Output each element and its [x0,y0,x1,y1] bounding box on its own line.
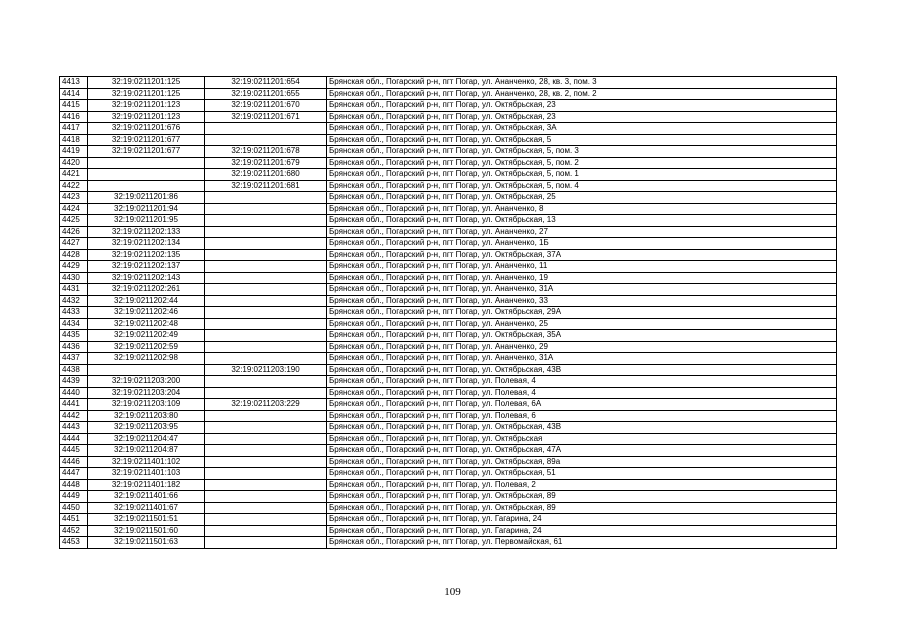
cadastral-number-cell: 32:19:0211501:51 [88,514,205,526]
address-cell: Брянская обл., Погарский р-н, пгт Погар, ул. Октябрьская, 51 [327,468,837,480]
address-cell: Брянская обл., Погарский р-н, пгт Погар, ул. Октябрьская, 5 [327,134,837,146]
cadastral-number-cell: 32:19:0211203:80 [88,410,205,422]
row-number-cell: 4427 [60,238,88,250]
row-number-cell: 4449 [60,491,88,503]
linked-cadastral-number-cell [205,192,327,204]
cadastral-number-cell: 32:19:0211204:87 [88,445,205,457]
table-row [60,422,837,434]
table-row [60,341,837,353]
cadastral-number-cell: 32:19:0211401:102 [88,456,205,468]
table-row [60,479,837,491]
page-number: 109 [444,586,461,598]
linked-cadastral-number-cell [205,422,327,434]
row-number-cell: 4424 [60,203,88,215]
linked-cadastral-number-cell: 32:19:0211201:679 [205,157,327,169]
table-row [60,192,837,204]
table-row [60,295,837,307]
cadastral-number-cell: 32:19:0211201:123 [88,111,205,123]
table-row [60,261,837,273]
address-cell: Брянская обл., Погарский р-н, пгт Погар, ул. Октябрьская, 89а [327,456,837,468]
row-number-cell: 4417 [60,123,88,135]
row-number-cell: 4452 [60,525,88,537]
address-cell: Брянская обл., Погарский р-н, пгт Погар, ул. Ананченко, 11 [327,261,837,273]
cadastral-number-cell: 32:19:0211201:94 [88,203,205,215]
linked-cadastral-number-cell [205,491,327,503]
address-cell: Брянская обл., Погарский р-н, пгт Погар, ул. Октябрьская, 37А [327,249,837,261]
registry-table-body [60,77,837,549]
cadastral-number-cell [88,157,205,169]
cadastral-number-cell: 32:19:0211401:67 [88,502,205,514]
address-cell: Брянская обл., Погарский р-н, пгт Погар, ул. Октябрьская, 25 [327,192,837,204]
cadastral-number-cell: 32:19:0211203:200 [88,376,205,388]
table-row [60,468,837,480]
linked-cadastral-number-cell: 32:19:0211201:680 [205,169,327,181]
row-number-cell: 4445 [60,445,88,457]
address-cell: Брянская обл., Погарский р-н, пгт Погар, ул. Полевая, 6 [327,410,837,422]
address-cell: Брянская обл., Погарский р-н, пгт Погар, ул. Полевая, 2 [327,479,837,491]
row-number-cell: 4448 [60,479,88,491]
cadastral-number-cell: 32:19:0211202:48 [88,318,205,330]
cadastral-number-cell: 32:19:0211204:47 [88,433,205,445]
address-cell: Брянская обл., Погарский р-н, пгт Погар, ул. Октябрьская, 3А [327,123,837,135]
table-row [60,318,837,330]
linked-cadastral-number-cell [205,387,327,399]
table-row [60,456,837,468]
cadastral-number-cell: 32:19:0211401:66 [88,491,205,503]
linked-cadastral-number-cell: 32:19:0211203:190 [205,364,327,376]
row-number-cell: 4435 [60,330,88,342]
cadastral-number-cell: 32:19:0211201:123 [88,100,205,112]
row-number-cell: 4443 [60,422,88,434]
row-number-cell: 4444 [60,433,88,445]
table-row [60,502,837,514]
cadastral-number-cell: 32:19:0211202:134 [88,238,205,250]
address-cell: Брянская обл., Погарский р-н, пгт Погар, ул. Октябрьская, 89 [327,491,837,503]
linked-cadastral-number-cell [205,238,327,250]
cadastral-number-cell [88,169,205,181]
linked-cadastral-number-cell: 32:19:0211201:655 [205,88,327,100]
linked-cadastral-number-cell [205,537,327,549]
table-row [60,146,837,158]
address-cell: Брянская обл., Погарский р-н, пгт Погар, ул. Ананченко, 28, кв. 3, пом. 3 [327,77,837,89]
linked-cadastral-number-cell [205,134,327,146]
row-number-cell: 4440 [60,387,88,399]
cadastral-number-cell [88,364,205,376]
linked-cadastral-number-cell [205,215,327,227]
table-row [60,203,837,215]
linked-cadastral-number-cell [205,295,327,307]
table-row [60,387,837,399]
address-cell: Брянская обл., Погарский р-н, пгт Погар, ул. Октябрьская, 5, пом. 2 [327,157,837,169]
row-number-cell: 4418 [60,134,88,146]
cadastral-number-cell: 32:19:0211202:46 [88,307,205,319]
linked-cadastral-number-cell [205,433,327,445]
cadastral-number-cell: 32:19:0211401:182 [88,479,205,491]
row-number-cell: 4414 [60,88,88,100]
row-number-cell: 4420 [60,157,88,169]
linked-cadastral-number-cell [205,376,327,388]
table-row [60,180,837,192]
address-cell: Брянская обл., Погарский р-н, пгт Погар, ул. Октябрьская, 5, пом. 3 [327,146,837,158]
address-cell: Брянская обл., Погарский р-н, пгт Погар, ул. Октябрьская, 43В [327,422,837,434]
row-number-cell: 4419 [60,146,88,158]
linked-cadastral-number-cell: 32:19:0211201:671 [205,111,327,123]
linked-cadastral-number-cell [205,330,327,342]
table-row [60,399,837,411]
address-cell: Брянская обл., Погарский р-н, пгт Погар, ул. Полевая, 4 [327,376,837,388]
cadastral-number-cell: 32:19:0211202:137 [88,261,205,273]
row-number-cell: 4450 [60,502,88,514]
linked-cadastral-number-cell [205,261,327,273]
cadastral-number-cell: 32:19:0211202:44 [88,295,205,307]
row-number-cell: 4425 [60,215,88,227]
address-cell: Брянская обл., Погарский р-н, пгт Погар, ул. Октябрьская, 13 [327,215,837,227]
cadastral-number-cell [88,180,205,192]
address-cell: Брянская обл., Погарский р-н, пгт Погар, ул. Октябрьская, 23 [327,111,837,123]
address-cell: Брянская обл., Погарский р-н, пгт Погар, ул. Ананченко, 29 [327,341,837,353]
cadastral-number-cell: 32:19:0211501:60 [88,525,205,537]
address-cell: Брянская обл., Погарский р-н, пгт Погар, ул. Гагарина, 24 [327,514,837,526]
linked-cadastral-number-cell [205,284,327,296]
address-cell: Брянская обл., Погарский р-н, пгт Погар, ул. Октябрьская [327,433,837,445]
address-cell: Брянская обл., Погарский р-н, пгт Погар, ул. Октябрьская, 43В [327,364,837,376]
row-number-cell: 4436 [60,341,88,353]
linked-cadastral-number-cell [205,249,327,261]
address-cell: Брянская обл., Погарский р-н, пгт Погар, ул. Ананченко, 8 [327,203,837,215]
address-cell: Брянская обл., Погарский р-н, пгт Погар, ул. Ананченко, 28, кв. 2, пом. 2 [327,88,837,100]
address-cell: Брянская обл., Погарский р-н, пгт Погар, ул. Ананченко, 31А [327,284,837,296]
cadastral-number-cell: 32:19:0211202:143 [88,272,205,284]
row-number-cell: 4422 [60,180,88,192]
address-cell: Брянская обл., Погарский р-н, пгт Погар, ул. Ананченко, 31А [327,353,837,365]
row-number-cell: 4447 [60,468,88,480]
cadastral-number-cell: 32:19:0211202:261 [88,284,205,296]
cadastral-number-cell: 32:19:0211501:63 [88,537,205,549]
table-row [60,525,837,537]
row-number-cell: 4428 [60,249,88,261]
table-row [60,272,837,284]
address-cell: Брянская обл., Погарский р-н, пгт Погар, ул. Октябрьская, 47А [327,445,837,457]
cadastral-number-cell: 32:19:0211202:98 [88,353,205,365]
table-row [60,445,837,457]
cadastral-number-cell: 32:19:0211202:49 [88,330,205,342]
row-number-cell: 4433 [60,307,88,319]
linked-cadastral-number-cell [205,203,327,215]
table-row [60,353,837,365]
row-number-cell: 4432 [60,295,88,307]
table-row [60,77,837,89]
table-row [60,88,837,100]
cadastral-number-cell: 32:19:0211202:135 [88,249,205,261]
table-row [60,238,837,250]
row-number-cell: 4413 [60,77,88,89]
cadastral-number-cell: 32:19:0211201:86 [88,192,205,204]
table-row [60,134,837,146]
address-cell: Брянская обл., Погарский р-н, пгт Погар, ул. Ананченко, 27 [327,226,837,238]
table-row [60,537,837,549]
linked-cadastral-number-cell: 32:19:0211203:229 [205,399,327,411]
linked-cadastral-number-cell [205,410,327,422]
registry-table [59,76,837,549]
address-cell: Брянская обл., Погарский р-н, пгт Погар, ул. Полевая, 4 [327,387,837,399]
linked-cadastral-number-cell [205,123,327,135]
row-number-cell: 4441 [60,399,88,411]
address-cell: Брянская обл., Погарский р-н, пгт Погар, ул. Ананченко, 33 [327,295,837,307]
table-row [60,330,837,342]
linked-cadastral-number-cell [205,525,327,537]
row-number-cell: 4426 [60,226,88,238]
row-number-cell: 4415 [60,100,88,112]
linked-cadastral-number-cell [205,226,327,238]
address-cell: Брянская обл., Погарский р-н, пгт Погар, ул. Октябрьская, 5, пом. 4 [327,180,837,192]
table-row [60,226,837,238]
row-number-cell: 4442 [60,410,88,422]
table-row [60,169,837,181]
address-cell: Брянская обл., Погарский р-н, пгт Погар, ул. Октябрьская, 23 [327,100,837,112]
table-row [60,364,837,376]
table-row [60,157,837,169]
table-row [60,433,837,445]
cadastral-number-cell: 32:19:0211401:103 [88,468,205,480]
table-row [60,410,837,422]
address-cell: Брянская обл., Погарский р-н, пгт Погар, ул. Октябрьская, 89 [327,502,837,514]
row-number-cell: 4416 [60,111,88,123]
cadastral-number-cell: 32:19:0211201:125 [88,77,205,89]
row-number-cell: 4434 [60,318,88,330]
table-row [60,307,837,319]
linked-cadastral-number-cell: 32:19:0211201:678 [205,146,327,158]
cadastral-number-cell: 32:19:0211201:95 [88,215,205,227]
linked-cadastral-number-cell [205,307,327,319]
address-cell: Брянская обл., Погарский р-н, пгт Погар, ул. Ананченко, 25 [327,318,837,330]
cadastral-number-cell: 32:19:0211203:204 [88,387,205,399]
address-cell: Брянская обл., Погарский р-н, пгт Погар, ул. Октябрьская, 29А [327,307,837,319]
table-row [60,249,837,261]
linked-cadastral-number-cell [205,272,327,284]
row-number-cell: 4431 [60,284,88,296]
cadastral-number-cell: 32:19:0211201:676 [88,123,205,135]
cadastral-number-cell: 32:19:0211203:109 [88,399,205,411]
table-row [60,284,837,296]
row-number-cell: 4430 [60,272,88,284]
linked-cadastral-number-cell [205,445,327,457]
cadastral-number-cell: 32:19:0211202:59 [88,341,205,353]
table-row [60,491,837,503]
table-row [60,111,837,123]
table-row [60,514,837,526]
cadastral-number-cell: 32:19:0211201:677 [88,134,205,146]
cadastral-number-cell: 32:19:0211201:677 [88,146,205,158]
linked-cadastral-number-cell [205,341,327,353]
address-cell: Брянская обл., Погарский р-н, пгт Погар, ул. Октябрьская, 5, пом. 1 [327,169,837,181]
linked-cadastral-number-cell [205,353,327,365]
table-row [60,123,837,135]
address-cell: Брянская обл., Погарский р-н, пгт Погар, ул. Ананченко, 1Б [327,238,837,250]
row-number-cell: 4446 [60,456,88,468]
cadastral-number-cell: 32:19:0211203:95 [88,422,205,434]
linked-cadastral-number-cell: 32:19:0211201:670 [205,100,327,112]
linked-cadastral-number-cell: 32:19:0211201:654 [205,77,327,89]
linked-cadastral-number-cell [205,502,327,514]
row-number-cell: 4421 [60,169,88,181]
row-number-cell: 4429 [60,261,88,273]
address-cell: Брянская обл., Погарский р-н, пгт Погар, ул. Ананченко, 19 [327,272,837,284]
address-cell: Брянская обл., Погарский р-н, пгт Погар, ул. Первомайская, 61 [327,537,837,549]
table-row [60,376,837,388]
linked-cadastral-number-cell [205,318,327,330]
linked-cadastral-number-cell [205,456,327,468]
linked-cadastral-number-cell [205,514,327,526]
row-number-cell: 4437 [60,353,88,365]
linked-cadastral-number-cell [205,468,327,480]
linked-cadastral-number-cell [205,479,327,491]
address-cell: Брянская обл., Погарский р-н, пгт Погар, ул. Гагарина, 24 [327,525,837,537]
table-row [60,215,837,227]
row-number-cell: 4438 [60,364,88,376]
row-number-cell: 4423 [60,192,88,204]
row-number-cell: 4451 [60,514,88,526]
cadastral-number-cell: 32:19:0211202:133 [88,226,205,238]
row-number-cell: 4453 [60,537,88,549]
address-cell: Брянская обл., Погарский р-н, пгт Погар, ул. Октябрьская, 35А [327,330,837,342]
cadastral-number-cell: 32:19:0211201:125 [88,88,205,100]
linked-cadastral-number-cell: 32:19:0211201:681 [205,180,327,192]
address-cell: Брянская обл., Погарский р-н, пгт Погар, ул. Полевая, 6А [327,399,837,411]
row-number-cell: 4439 [60,376,88,388]
table-row [60,100,837,112]
